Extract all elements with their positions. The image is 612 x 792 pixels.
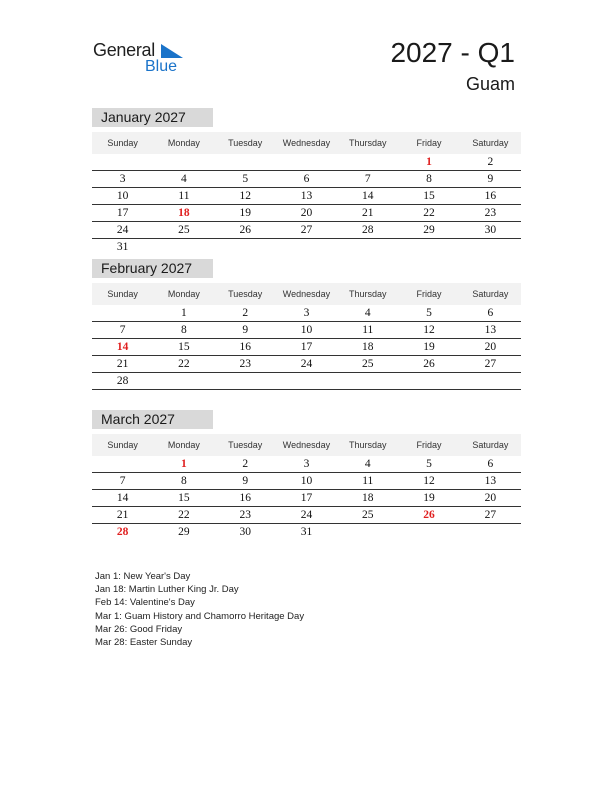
day-cell: 10 bbox=[300, 324, 313, 336]
day-cell: 24 bbox=[116, 224, 129, 236]
day-cell: 23 bbox=[239, 509, 251, 521]
weekday-label: Thursday bbox=[349, 138, 387, 148]
weekday-label: Friday bbox=[416, 289, 442, 299]
day-cell: 10 bbox=[116, 190, 129, 202]
weekday-label: Tuesday bbox=[228, 440, 263, 450]
week-row bbox=[92, 339, 521, 356]
day-cell: 4 bbox=[181, 173, 187, 185]
weekday-header bbox=[92, 283, 521, 305]
day-cell: 1 bbox=[181, 458, 187, 470]
day-cell: 12 bbox=[423, 475, 435, 487]
day-cell: 21 bbox=[116, 358, 129, 370]
day-cell: 2 bbox=[242, 458, 249, 470]
day-cell: 23 bbox=[239, 358, 251, 370]
day-cell: 25 bbox=[362, 358, 374, 370]
day-cell: 19 bbox=[423, 492, 435, 504]
weekday-label: Monday bbox=[167, 289, 200, 299]
logo-text-general: General bbox=[93, 40, 155, 60]
weekday-label: Sunday bbox=[107, 138, 138, 148]
week-row bbox=[92, 171, 521, 188]
day-cell: 7 bbox=[119, 475, 126, 487]
weekday-header bbox=[92, 434, 521, 456]
day-cell: 1 bbox=[181, 307, 187, 319]
weekday-label: Saturday bbox=[472, 138, 509, 148]
day-cell: 2 bbox=[487, 156, 494, 168]
day-cell: 11 bbox=[178, 190, 190, 202]
day-cell: 19 bbox=[423, 341, 435, 353]
weekday-label: Saturday bbox=[472, 289, 509, 299]
day-cell: 8 bbox=[426, 173, 432, 185]
day-cell: 13 bbox=[300, 190, 313, 202]
weekday-label: Sunday bbox=[107, 289, 138, 299]
week-row bbox=[92, 456, 521, 473]
day-cell: 17 bbox=[300, 492, 313, 504]
day-cell: 5 bbox=[426, 458, 432, 470]
logo-text-blue: Blue bbox=[145, 58, 178, 75]
holiday-note: Jan 1: New Year's Day bbox=[95, 571, 191, 582]
day-cell: 31 bbox=[300, 526, 313, 538]
day-cell: 25 bbox=[362, 509, 374, 521]
day-cell: 29 bbox=[423, 224, 435, 236]
day-cell: 20 bbox=[484, 341, 497, 353]
week-row bbox=[92, 473, 521, 490]
logo-flag-icon bbox=[161, 44, 183, 58]
day-cell: 5 bbox=[426, 307, 432, 319]
day-cell: 16 bbox=[239, 492, 251, 504]
day-cell: 16 bbox=[484, 190, 497, 202]
day-cell: 20 bbox=[484, 492, 497, 504]
day-cell: 1 bbox=[426, 156, 432, 168]
day-cell: 17 bbox=[300, 341, 313, 353]
day-cell: 12 bbox=[423, 324, 435, 336]
weekday-label: Wednesday bbox=[282, 289, 331, 299]
month-march bbox=[92, 410, 521, 540]
day-cell: 10 bbox=[300, 475, 313, 487]
day-cell: 30 bbox=[484, 224, 497, 236]
day-cell: 28 bbox=[116, 526, 129, 538]
week-row bbox=[92, 239, 521, 255]
day-cell: 25 bbox=[178, 224, 190, 236]
day-cell: 7 bbox=[119, 324, 126, 336]
generalblue-logo bbox=[93, 40, 193, 80]
day-cell: 16 bbox=[239, 341, 251, 353]
day-cell: 29 bbox=[178, 526, 190, 538]
holiday-note: Mar 1: Guam History and Chamorro Heritage Day bbox=[95, 610, 305, 622]
day-cell: 22 bbox=[178, 358, 190, 370]
day-cell: 6 bbox=[303, 173, 310, 185]
month-title: March 2027 bbox=[92, 410, 213, 429]
day-cell: 8 bbox=[181, 475, 187, 487]
day-cell: 28 bbox=[362, 224, 374, 236]
day-cell: 27 bbox=[484, 358, 497, 370]
day-cell: 18 bbox=[362, 492, 374, 504]
weekday-label: Thursday bbox=[349, 289, 387, 299]
day-cell: 13 bbox=[484, 324, 497, 336]
day-cell: 27 bbox=[300, 224, 313, 236]
day-cell: 30 bbox=[239, 526, 251, 538]
day-cell: 14 bbox=[116, 492, 129, 504]
day-cell: 24 bbox=[300, 358, 313, 370]
day-cell: 31 bbox=[116, 241, 129, 253]
day-cell: 15 bbox=[178, 492, 190, 504]
weekday-label: Wednesday bbox=[282, 440, 331, 450]
weekday-label: Monday bbox=[167, 440, 200, 450]
day-cell: 18 bbox=[362, 341, 374, 353]
day-cell: 21 bbox=[362, 207, 374, 219]
week-row bbox=[92, 490, 521, 507]
day-cell: 23 bbox=[484, 207, 497, 219]
day-cell: 9 bbox=[242, 324, 249, 336]
page-title: 2027 - Q1 bbox=[390, 37, 515, 68]
day-cell: 8 bbox=[181, 324, 187, 336]
day-cell: 19 bbox=[239, 207, 251, 219]
day-cell: 5 bbox=[242, 173, 249, 185]
week-row bbox=[92, 507, 521, 524]
day-cell: 3 bbox=[303, 307, 310, 319]
day-cell: 9 bbox=[487, 173, 494, 185]
month-title: February 2027 bbox=[92, 259, 213, 278]
day-cell: 11 bbox=[362, 475, 374, 487]
week-row bbox=[92, 305, 521, 322]
weekday-label: Monday bbox=[167, 138, 200, 148]
day-cell: 22 bbox=[423, 207, 435, 219]
week-row bbox=[92, 373, 521, 390]
weekday-label: Saturday bbox=[472, 440, 509, 450]
day-cell: 7 bbox=[364, 173, 371, 185]
week-row bbox=[92, 524, 521, 540]
day-cell: 13 bbox=[484, 475, 497, 487]
day-cell: 26 bbox=[423, 358, 435, 370]
holiday-notes bbox=[95, 570, 304, 649]
day-cell: 15 bbox=[178, 341, 190, 353]
holiday-note: Feb 14: Valentine's Day bbox=[95, 597, 195, 609]
day-cell: 18 bbox=[178, 207, 190, 219]
weekday-label: Tuesday bbox=[228, 138, 263, 148]
week-row bbox=[92, 356, 521, 373]
day-cell: 9 bbox=[242, 475, 249, 487]
weekday-label: Wednesday bbox=[282, 138, 331, 148]
day-cell: 15 bbox=[423, 190, 435, 202]
day-cell: 26 bbox=[423, 509, 435, 521]
day-cell: 20 bbox=[300, 207, 313, 219]
holiday-note: Mar 28: Easter Sunday bbox=[95, 637, 193, 649]
week-row bbox=[92, 205, 521, 222]
day-cell: 14 bbox=[116, 341, 129, 353]
day-cell: 12 bbox=[239, 190, 251, 202]
month-january bbox=[92, 108, 521, 255]
month-title: January 2027 bbox=[92, 108, 213, 127]
weekday-label: Thursday bbox=[349, 440, 387, 450]
holiday-note: Mar 26: Good Friday bbox=[95, 623, 183, 635]
weekday-label: Sunday bbox=[107, 440, 138, 450]
day-cell: 28 bbox=[116, 375, 129, 387]
day-cell: 2 bbox=[242, 307, 249, 319]
weekday-label: Friday bbox=[416, 440, 442, 450]
day-cell: 4 bbox=[364, 307, 371, 319]
day-cell: 27 bbox=[484, 509, 497, 521]
day-cell: 11 bbox=[362, 324, 374, 336]
day-cell: 6 bbox=[487, 307, 494, 319]
day-cell: 6 bbox=[487, 458, 494, 470]
holiday-note: Jan 18: Martin Luther King Jr. Day bbox=[95, 584, 239, 596]
day-cell: 3 bbox=[119, 173, 126, 185]
day-cell: 14 bbox=[362, 190, 374, 202]
month-february bbox=[92, 259, 521, 390]
weekday-label: Friday bbox=[416, 138, 442, 148]
day-cell: 17 bbox=[116, 207, 129, 219]
day-cell: 4 bbox=[364, 458, 371, 470]
day-cell: 21 bbox=[116, 509, 129, 521]
week-row bbox=[92, 322, 521, 339]
day-cell: 3 bbox=[303, 458, 310, 470]
day-cell: 24 bbox=[300, 509, 313, 521]
week-row bbox=[92, 188, 521, 205]
day-cell: 22 bbox=[178, 509, 190, 521]
week-row bbox=[92, 222, 521, 239]
weekday-label: Tuesday bbox=[228, 289, 263, 299]
region-label: Guam bbox=[465, 74, 515, 94]
week-row bbox=[92, 154, 521, 171]
weekday-header bbox=[92, 132, 521, 154]
day-cell: 26 bbox=[239, 224, 251, 236]
